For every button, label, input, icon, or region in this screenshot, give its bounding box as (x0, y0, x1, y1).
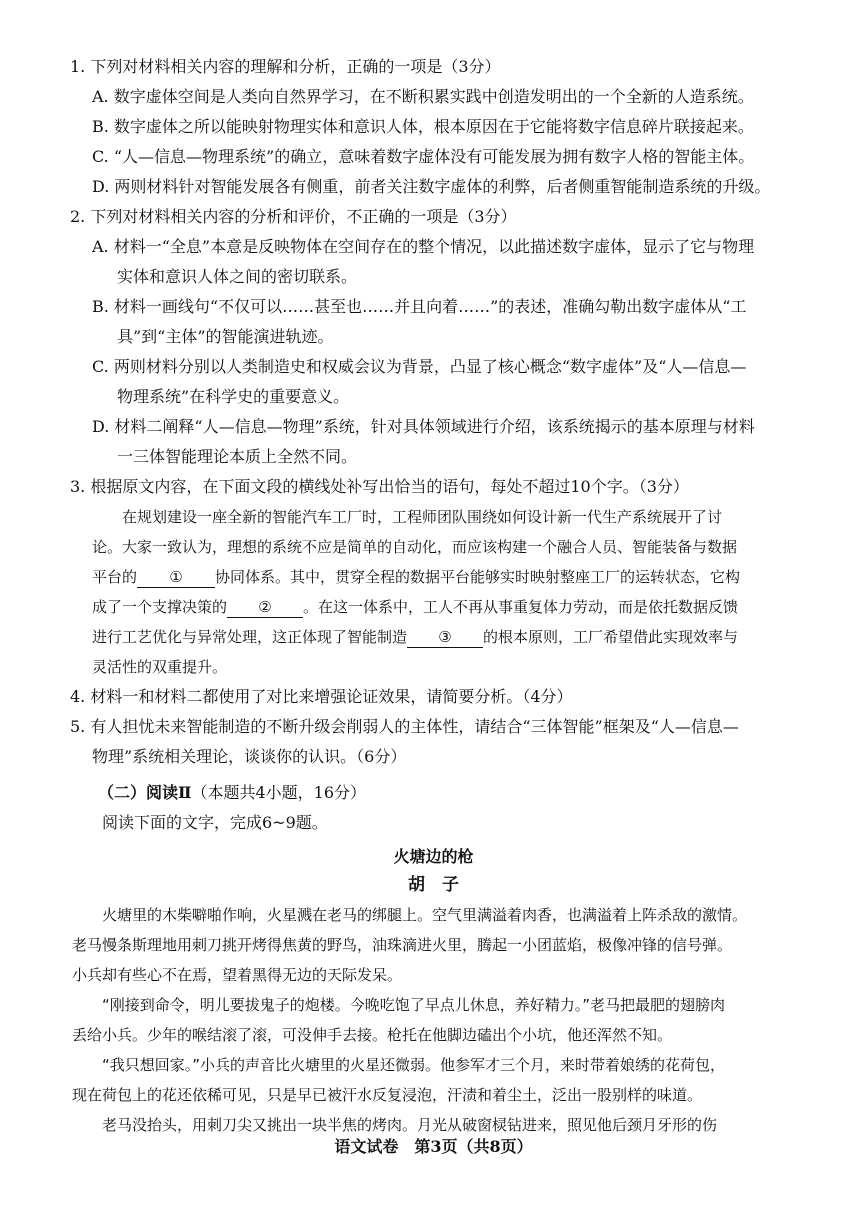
q2-option-b-cont: 具”到“主体”的智能演进轨迹。 (117, 327, 334, 346)
q5-stem-cont: 物理”系统相关理论，谈谈你的认识。（6分） (92, 747, 407, 766)
q2-option-b: B. 材料一画线句“不仅可以……甚至也……并且向着……”的表述，准确勾勒出数字虚体从“工 (92, 297, 747, 316)
q2-option-d-cont: 一三体智能理论本质上全然不同。 (117, 447, 358, 466)
q3-passage-line-5 (92, 626, 738, 648)
q3-passage-line-4b: 。在这一体系中，工人不再从事重复体力劳动，而是依托数据反馈 (303, 598, 739, 616)
page-footer: 语文试卷 第3页（共8页） (334, 1137, 533, 1156)
q2-option-a: A. 材料一“全息”本意是反映物体在空间存在的整个情况，以此描述数字虚体，显示了它与物理 (92, 237, 755, 256)
q5-stem: 5. 有人担忧未来智能制造的不断升级会削弱人的主体性，请结合“三体智能”框架及“人—信息— (70, 717, 739, 736)
section-heading (98, 782, 366, 804)
q3-passage-line-5b: 的根本原则，工厂希望借此实现效率与 (483, 628, 739, 646)
q3-passage-line-3b: 协同体系。其中，贯穿全程的数据平台能够实时映射整座工厂的运转状态，它构 (215, 568, 741, 586)
q2-option-c: C. 两则材料分别以人类制造史和权威会议为背景，凸显了核心概念“数字虚体”及“人—信息— (92, 357, 747, 376)
story-line-1: 火塘里的木柴噼啪作响，火星溅在老马的绑腿上。空气里满溢着肉香，也满溢着上阵杀敌的激情。 (102, 906, 748, 924)
q3-stem: 3. 根据原文内容，在下面文段的横线处补写出恰当的语句，每处不超过10个字。（3分） (70, 477, 689, 496)
story-line-6: “我只想回家。”小兵的声音比火塘里的火星还微弱。他参军才三个月，来时带着娘绣的花荷包， (102, 1056, 726, 1074)
story-author: 胡 子 (408, 875, 459, 895)
q2-option-a-cont: 实体和意识人体之间的密切联系。 (117, 267, 358, 286)
q3-passage-line-1: 在规划建设一座全新的智能汽车工厂时，工程师团队围绕如何设计新一代生产系统展开了讨 (122, 508, 723, 526)
q3-passage-line-3 (92, 566, 740, 588)
story-line-5: 丢给小兵。少年的喉结滚了滚，可没伸手去接。枪托在他脚边磕出个小坑，他还浑然不知。 (72, 1026, 673, 1044)
answer-blank-3[interactable]: ③ (407, 627, 483, 648)
q2-stem: 2. 下列对材料相关内容的分析和评价，不正确的一项是（3分） (70, 207, 517, 226)
q3-passage-line-3a: 平台的 (92, 568, 138, 586)
q1-stem: 1. 下列对材料相关内容的理解和分析，正确的一项是（3分） (70, 57, 501, 76)
q2-option-d: D. 材料二阐释“人—信息—物理”系统，针对具体领域进行介绍，该系统揭示的基本原理与材料 (92, 417, 755, 436)
q4-stem: 4. 材料一和材料二都使用了对比来增强论证效果，请简要分析。（4分） (70, 687, 573, 706)
q3-passage-line-6: 灵活性的双重提升。 (92, 658, 228, 676)
section-heading-detail: （本题共4小题，16分） (191, 783, 367, 802)
section-heading-label: （二）阅读Ⅱ (98, 783, 192, 802)
answer-blank-1[interactable]: ① (137, 567, 215, 588)
q1-option-d: D. 两则材料针对智能发展各有侧重，前者关注数字虚体的利弊，后者侧重智能制造系统的升级。 (92, 177, 771, 196)
story-title: 火塘边的枪 (393, 847, 474, 866)
story-line-4: “刚接到命令，明儿要拔鬼子的炮楼。今晚吃饱了早点儿休息，养好精力。”老马把最肥的翅膀肉 (102, 996, 726, 1014)
q1-option-b: B. 数字虚体之所以能映射物理实体和意识人体，根本原因在于它能将数字信息碎片联接起来。 (92, 117, 754, 136)
q3-passage-line-4a: 成了一个支撑决策的 (92, 598, 228, 616)
answer-blank-2[interactable]: ② (227, 597, 303, 618)
story-line-7: 现在荷包上的花还依稀可见，只是早已被汗水反复浸泡，汗渍和着尘土，泛出一股别样的味道。 (72, 1086, 703, 1104)
q3-passage-line-2: 论。大家一致认为，理想的系统不应是简单的自动化，而应该构建一个融合人员、智能装备与数据 (92, 538, 738, 556)
q1-option-a: A. 数字虚体空间是人类向自然界学习，在不断积累实践中创造发明出的一个全新的人造系统。 (92, 87, 754, 106)
q2-option-c-cont: 物理系统”在科学史的重要意义。 (117, 387, 350, 406)
story-line-8: 老马没抬头，用刺刀尖又挑出一块半焦的烤肉。月光从破窗棂钻进来，照见他后颈月牙形的伤 (102, 1116, 718, 1134)
story-line-3: 小兵却有些心不在焉，望着黑得无边的天际发呆。 (72, 966, 403, 984)
story-line-2: 老马慢条斯理地用刺刀挑开烤得焦黄的野鸟，油珠滴进火里，腾起一小团蓝焰，极像冲锋的信号弹。 (72, 936, 733, 954)
q3-passage-line-4 (92, 596, 738, 618)
section-instruction: 阅读下面的文字，完成6~9题。 (102, 813, 328, 832)
q1-option-c: C. “人—信息—物理系统”的确立，意味着数字虚体没有可能发展为拥有数字人格的智能主体。 (92, 147, 755, 166)
q3-passage-line-5a: 进行工艺优化与异常处理，这正体现了智能制造 (92, 628, 408, 646)
